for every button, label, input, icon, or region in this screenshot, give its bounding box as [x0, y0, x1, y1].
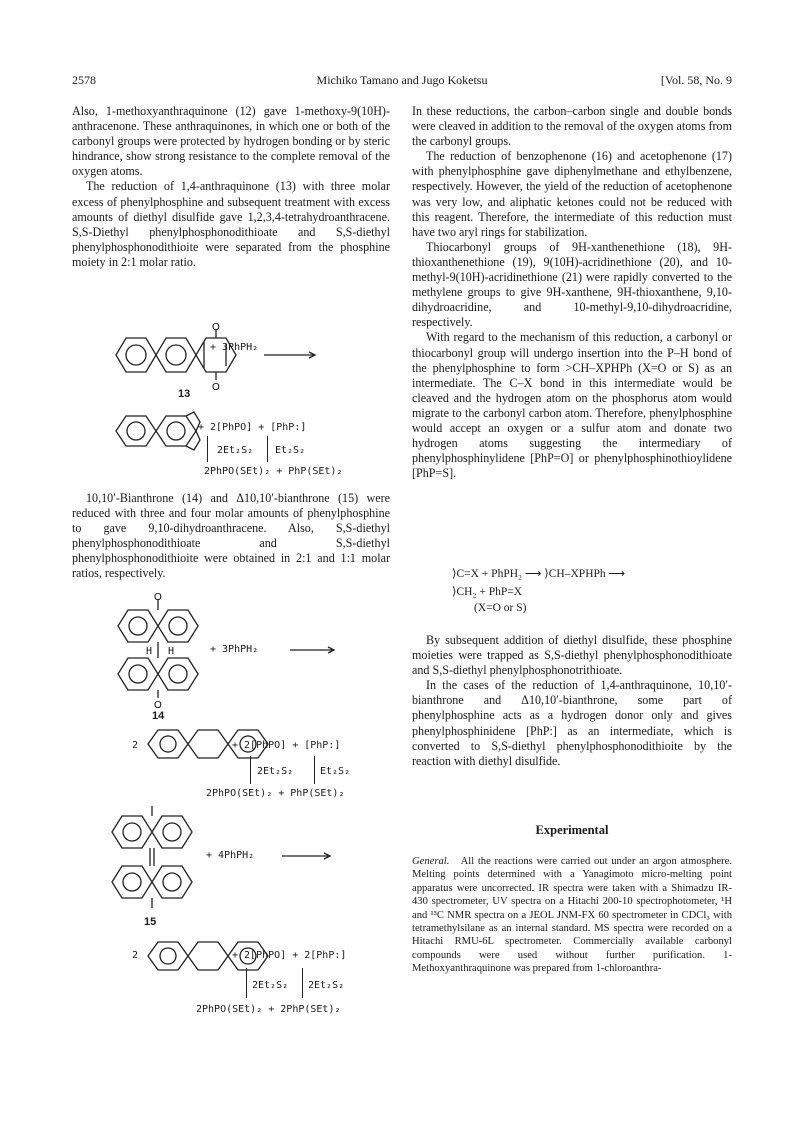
- products-label: + 2[PhPO] + [PhP:]: [198, 422, 307, 433]
- section-title: Experimental: [535, 823, 609, 837]
- final-products: 2PhPO(SEt)₂ + 2PhP(SEt)₂: [196, 1004, 341, 1015]
- paragraph: With regard to the mechanism of this reduction, a carbonyl or thiocarbonyl group will undergo insertion into the P–H bond of the phenylphosphine to form >CH–XPHPh (X=O or S) as an intermediate. The C–X bond in this intermediate would be cleaved and the hydrogen atom on the phosphorus atom would migrate to the carbonyl carbon atom. Therefore, phenylphosphine would accept an oxygen or a sulfur atom and donate two hydrogen atoms suggesting the intermediary of phenylphosphinylidene [PhP=O] or phenylphosphinothioylidene [PhP=S].: [412, 330, 732, 481]
- final-products: 2PhPO(SEt)₂ + PhP(SEt)₂: [204, 466, 343, 477]
- experimental-general: [412, 855, 732, 976]
- reagent-b: Et₂S₂: [320, 766, 351, 777]
- page-header: [72, 73, 732, 89]
- paragraph: The reduction of benzophenone (16) and acetophenone (17) with phenylphosphine gave diphenylmethane and ethylbenzene, respectively. However, the yield of the reduction of acetophenone was very low, and aliphatic ketones could not be reduced with this reagent. Therefore, the intermediate of this reduction must have two aryl rings for stabilization.: [412, 149, 732, 239]
- reagent-a: 2Et₂S₂: [252, 980, 289, 991]
- products-label: + 2[PhPO] + 2[PhP:]: [232, 950, 347, 961]
- mechanism-equation-1: ⟩C=X + PhPH₂ ⟶ ⟩CH–XPHPh ⟶: [452, 568, 625, 580]
- down-arrow-icon: [267, 436, 268, 462]
- delta-bianthrone-structure-icon: [72, 804, 392, 1024]
- down-arrow-icon: [314, 756, 315, 784]
- final-products: 2PhPO(SEt)₂ + PhP(SEt)₂: [206, 788, 345, 799]
- page-number: 2578: [72, 73, 96, 87]
- reagent-a: 2Et₂S₂: [257, 766, 294, 777]
- mechanism-equation-2: ⟩CH₂ + PhP=X: [452, 586, 523, 598]
- oxygen-atom: O: [212, 382, 220, 393]
- compound-label-13: 13: [178, 388, 191, 400]
- scheme-14: [72, 594, 392, 804]
- paragraph: The reduction of 1,4-anthraquinone (13) with three molar excess of phenylphosphine and subsequent treatment with excess amounts of diethyl disulfide gave 1,2,3,4-tetrahydroanthracene. S,S-Diethyl phenylphosphonodithioate and S,S-diethyl phenylphosphonodithioite were separated from the phosphine moiety in 2:1 molar ratio.: [72, 179, 390, 269]
- reagent-a: 2Et₂S₂: [217, 445, 254, 456]
- down-arrow-icon: [250, 756, 251, 784]
- coefficient: 2: [132, 740, 139, 751]
- paragraph: In the cases of the reduction of 1,4-anthraquinone, 10,10′-bianthrone and Δ10,10′-bianthrone, some part of phenylphosphine acts as a hydrogen donor only and gives phenylphosphinidene [PhP:] as an intermediate, which is converted to S,S-diethyl phenylphosphonodithioite by the reaction with diethyl disulfide.: [412, 678, 732, 768]
- left-column-mid: [72, 491, 390, 582]
- left-column-top: [72, 104, 390, 270]
- general-text: All the reactions were carried out under an argon atmosphere. Melting points determined with a Yanagimoto micro-melting point apparatus were uncorrected. IR spectra were taken with a Shimadzu IR-430 spectrometer, UV spectra on a Hitachi 200-10 spectrophotometer, ¹H and ¹³C NMR spectra on a JEOL JNM-FX 60 spectrometer in CDCl₃ with tetramethylsilane as an internal standard. MS spectra were recorded on a Hitachi RMU-6L spectrometer. Commercially available carbonyl compounds were used without further purification. 1-Methoxyanthraquinone was prepared from 1-chloroanthra-: [412, 856, 732, 975]
- running-authors: Michiko Tamano and Jugo Koketsu: [316, 73, 488, 87]
- hydrogen-atom: H: [168, 646, 175, 657]
- down-arrow-icon: [207, 436, 208, 462]
- hydrogen-atom: H: [146, 646, 153, 657]
- general-label: General.: [412, 856, 450, 867]
- volume-info: [Vol. 58, No. 9: [660, 73, 732, 87]
- reagent-b: Et₂S₂: [275, 445, 306, 456]
- coefficient: 2: [132, 950, 139, 961]
- paragraph: 10,10′-Bianthrone (14) and Δ10,10′-bianthrone (15) were reduced with three and four molar amounts of phenylphosphine to gave 9,10-dihydroanthracene. Also, S,S-diethyl phenylphosphonodithioate and S,S-diethyl phenylphosphonodithioite were obtained in 2:1 and 1:1 molar ratios, respectively.: [72, 491, 390, 581]
- products-label: + 2[PhPO] + [PhP:]: [232, 740, 341, 751]
- paragraph: In these reductions, the carbon–carbon single and double bonds were cleaved in addition to the removal of the oxygen atoms from the carbonyl groups.: [412, 104, 732, 149]
- reagent-b: 2Et₂S₂: [308, 980, 345, 991]
- compound-label-15: 15: [144, 916, 157, 928]
- reagent-label: + 4PhPH₂: [206, 850, 255, 861]
- scheme-15: [72, 804, 392, 1024]
- reagent-label: + 3PhPH₂: [210, 342, 259, 353]
- right-column-top: [412, 104, 732, 481]
- paragraph: Also, 1-methoxyanthraquinone (12) gave 1-methoxy-9(10H)-anthracenone. These anthraquinones, in which one or both of the carbonyl groups were protected by hydrogen bonding or by steric hindrance, show strong resistance to the complete removal of the oxygen atoms.: [72, 104, 390, 179]
- compound-label-14: 14: [152, 710, 165, 722]
- oxygen-atom: O: [212, 322, 220, 333]
- down-arrow-icon: [246, 968, 247, 998]
- mechanism-equation-3: (X=O or S): [474, 602, 527, 614]
- oxygen-atom: O: [154, 700, 162, 711]
- reagent-label: + 3PhPH₂: [210, 644, 259, 655]
- oxygen-atom: O: [154, 592, 162, 603]
- scheme-13: [112, 320, 372, 480]
- paragraph: By subsequent addition of diethyl disulfide, these phosphine moieties were trapped as S,S-diethyl phenylphosphonodithioate and S,S-diethyl phenylphosphonotrithioate.: [412, 633, 732, 678]
- down-arrow-icon: [302, 968, 303, 998]
- paragraph: Thiocarbonyl groups of 9H-xanthenethione (18), 9H-thioxanthenethione (19), 9(10H)-acridinethione (20), and 10-methyl-9(10H)-acridinethione (21) were rapidly converted to the methylene groups to give 9H-xanthene, 9H-thioxanthene, 9,10-dihydroacridine, and 10-methyl-9,10-dihydroacridine, respectively.: [412, 239, 732, 330]
- right-column-bottom: [412, 633, 732, 769]
